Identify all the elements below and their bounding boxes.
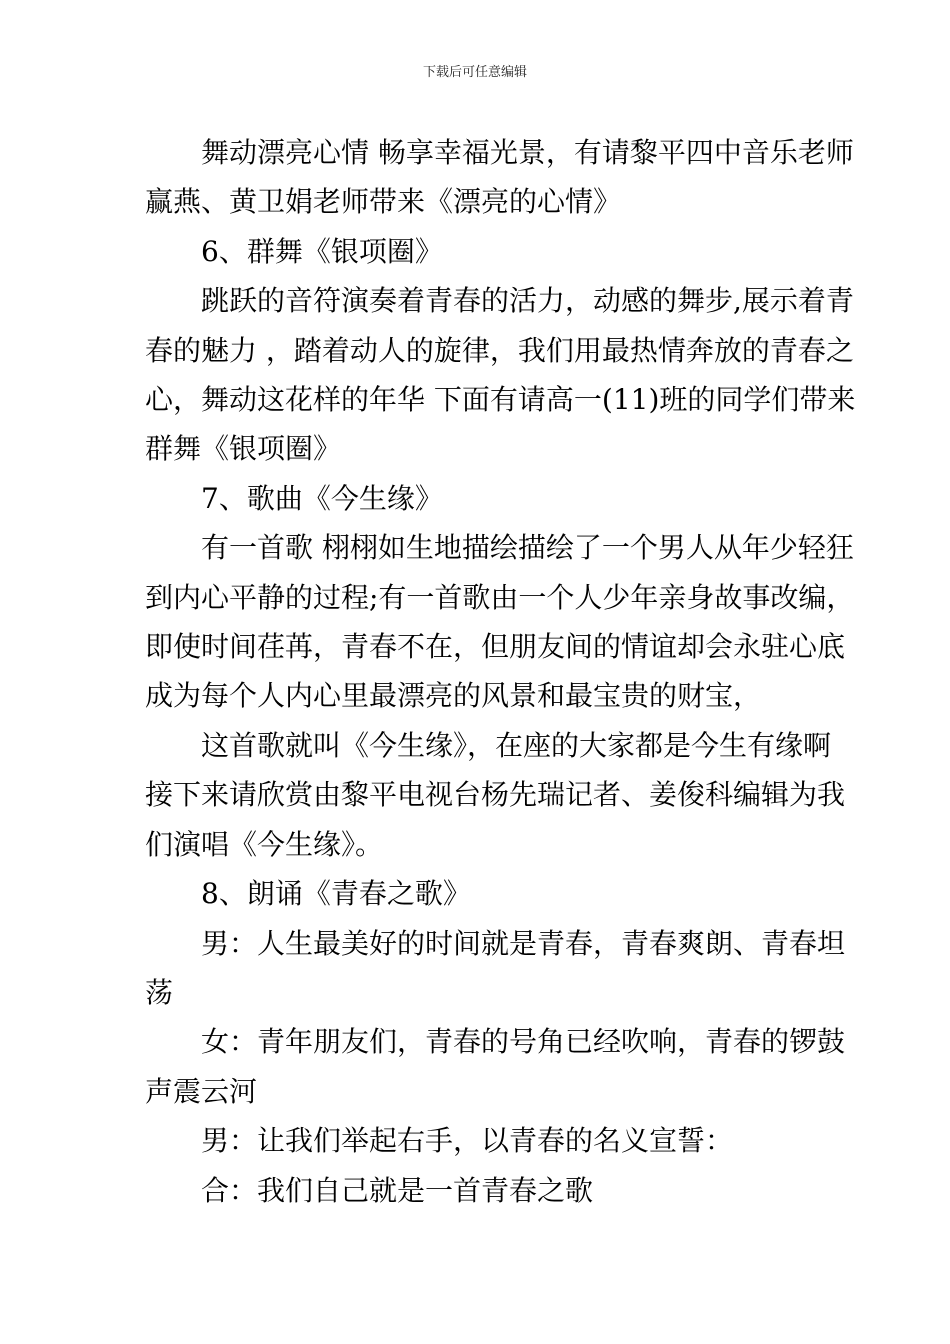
paragraph-group-dance <box>145 276 856 474</box>
text-line: 群舞《银项圈》 <box>145 432 342 466</box>
text-line: 8、朗诵《青春之歌》 <box>201 877 471 911</box>
text-line: 合：我们自己就是一首青春之歌 <box>201 1173 594 1207</box>
paragraph-female-1 <box>145 1017 846 1116</box>
text-line: 即使时间荏苒，青春不在，但朋友间的情谊却会永驻心底 <box>145 630 846 664</box>
section-heading-8 <box>145 869 810 918</box>
text-line: 舞动漂亮心情 畅享幸福光景，有请黎平四中音乐老师 <box>201 136 854 169</box>
text-line: 春的魅力 ，踏着动人的旋律，我们用最热情奔放的青春之 <box>145 333 854 367</box>
text-line: 接下来请欣赏由黎平电视台杨先瑞记者、姜俊科编辑为我 <box>145 778 846 812</box>
text-line: 跳跃的音符演奏着青春的活力，动感的舞步,展示着青 <box>201 284 854 318</box>
paragraph-song-name <box>145 721 846 869</box>
paragraph-male-2 <box>145 1116 810 1165</box>
text-line: 女：青年朋友们，青春的号角已经吹响，青春的锣鼓 <box>201 1025 846 1059</box>
paragraph-male-1 <box>145 919 846 1018</box>
text-line: 7、歌曲《今生缘》 <box>201 481 443 515</box>
text-line: 们演唱《今生缘》。 <box>145 827 384 861</box>
section-heading-7 <box>145 474 810 523</box>
text-line: 有一首歌 栩栩如生地描绘描绘了一个男人从年少轻狂 <box>201 531 854 565</box>
paragraph-intro-dance <box>145 128 854 227</box>
text-line: 男：让我们举起右手，以青春的名义宣誓： <box>201 1124 734 1158</box>
text-line: 到内心平静的过程;有一首歌由一个人少年亲身故事改编， <box>145 580 855 614</box>
text-line: 这首歌就叫《今生缘》，在座的大家都是今生有缘啊 <box>201 728 832 762</box>
page-header: 下载后可任意编辑 <box>422 65 527 80</box>
text-line: 赢燕、黄卫娟老师带来《漂亮的心情》 <box>145 185 622 219</box>
text-line: 男：人生最美好的时间就是青春，青春爽朗、青春坦 <box>201 926 846 960</box>
paragraph-together <box>145 1166 810 1215</box>
section-heading-6 <box>145 227 810 276</box>
paragraph-song-intro <box>145 523 855 721</box>
text-line: 6、群舞《银项圈》 <box>201 234 443 268</box>
text-line: 声震云河 <box>145 1074 258 1108</box>
document-body <box>145 128 856 1215</box>
text-line: 成为每个人内心里最漂亮的风景和最宝贵的财宝， <box>145 679 762 713</box>
text-line: 荡 <box>145 975 174 1009</box>
text-line: 心，舞动这花样的年华 下面有请高一(11)班的同学们带来 <box>145 383 856 417</box>
